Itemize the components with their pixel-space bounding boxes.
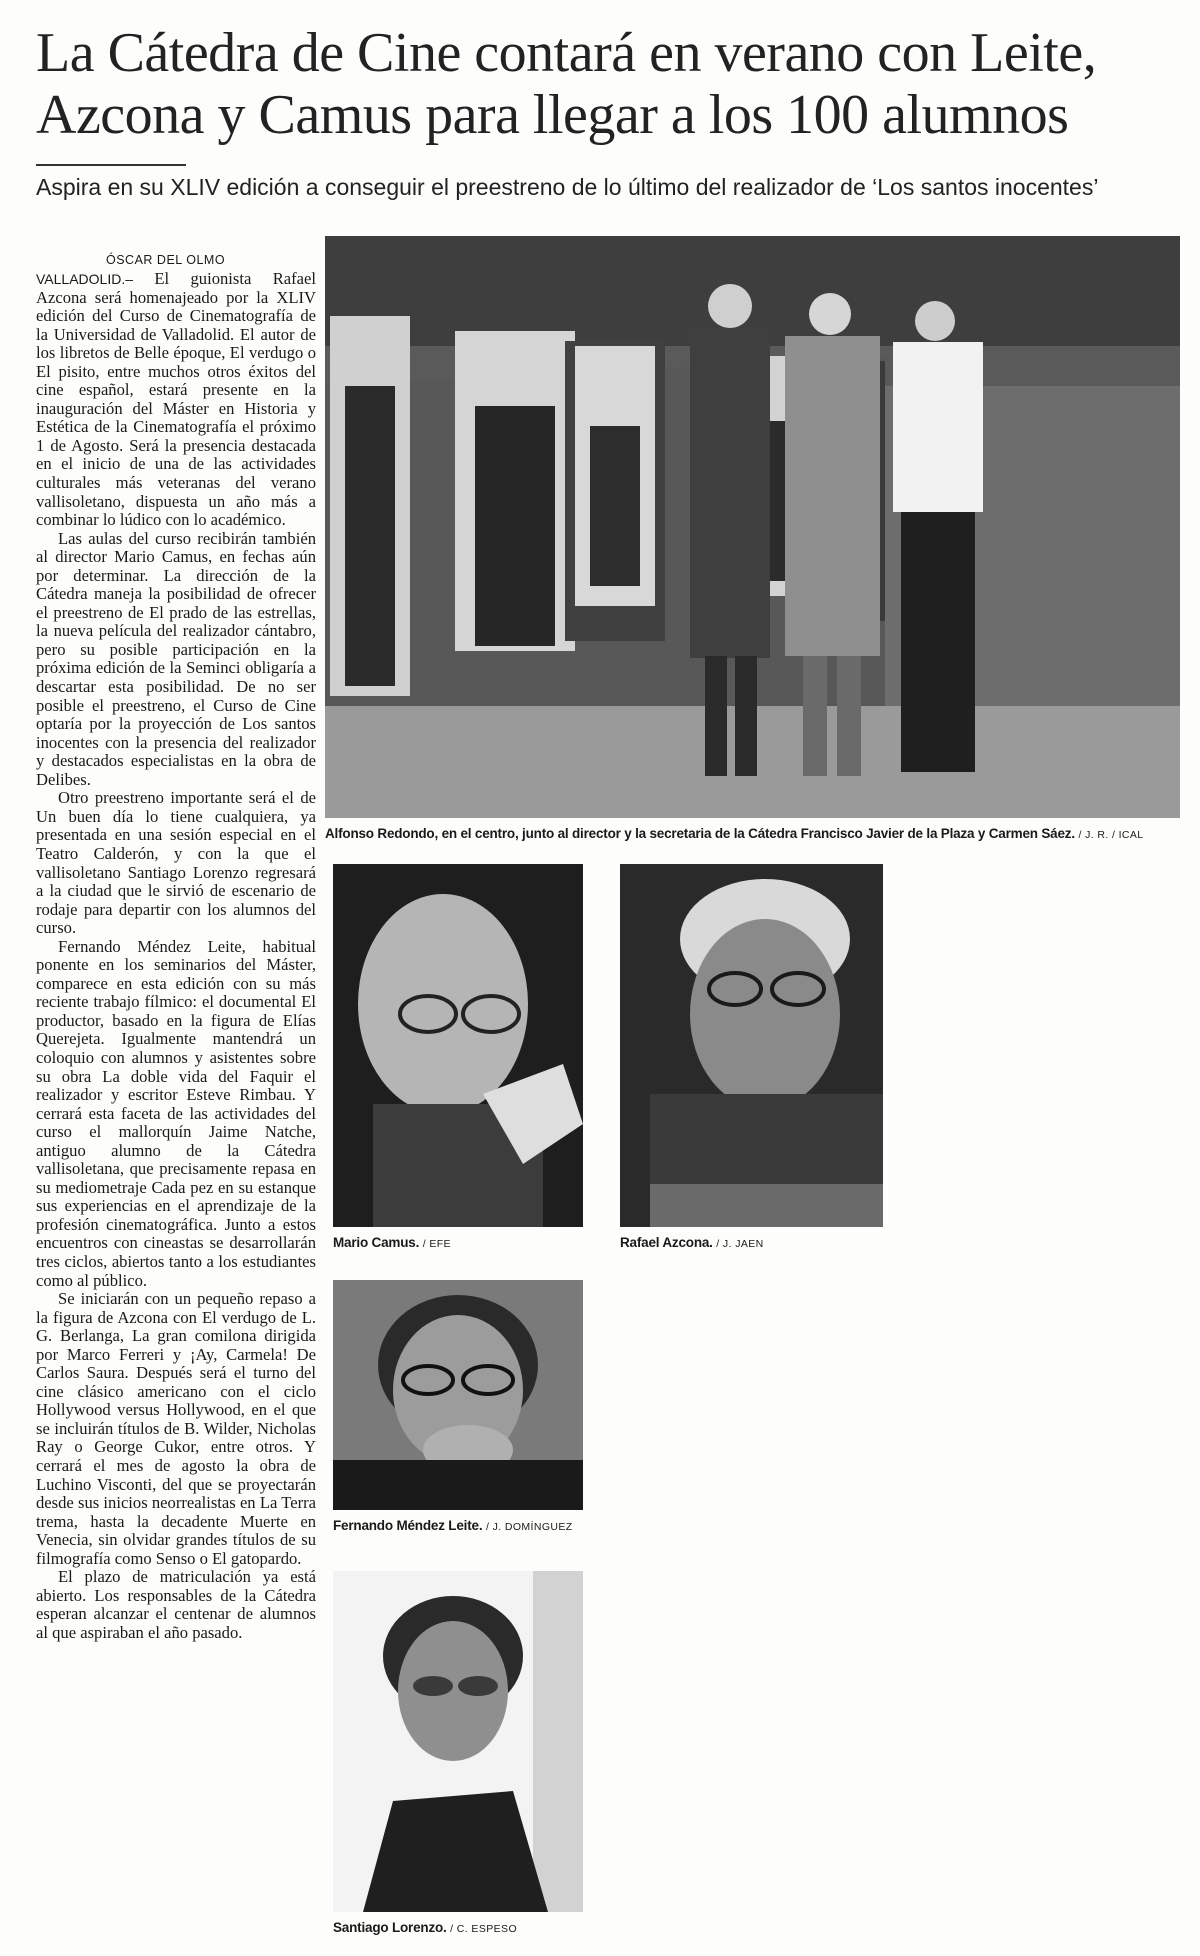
photo-credit: / J. DOMÍNGUEZ [485,1521,573,1533]
paragraph-text: El guionista Rafael Azcona será homenajeado por la XLIV edición del Curso de Cinematografía de la Universidad de Valladolid. El autor de los libretos de Belle époque, El verdugo o El pisito, entre muchos otros éxitos del cine español, estará presente en la inauguración del Máster en Historia y Estética de la Cinematografía el próximo 1 de Agosto. Será la presencia destacada en el inicio de una de las actividades culturales más veteranas del verano vallisoletano, dispuesta un año más a combinar lo lúdico con lo académico. [36,269,317,530]
lorenzo-photo-figure [333,1571,583,1937]
azcona-portrait [620,864,883,1227]
caption-text: Alfonso Redondo, en el centro, junto al director y la secretaria de la Cátedra Francisco Javier de la Plaza y Carmen Sáez. [325,826,1075,841]
article-paragraph: Fernando Méndez Leite, habitual ponente en los seminarios del Máster, comparece en esta edición con su más reciente trabajo fílmico: el documental El productor, basado en la figura de Elías Querejeta. Igualmente mantendrá un coloquio con alumnos y asistentes sobre su obra La doble vida del Faquir el realizador y escritor Esteve Rimbau. Y cerrará esta faceta de las actividades del curso el mallorquín Jaime Natche, antiguo alumno de la Cátedra vallisoletana, que precisamente repasa en su mediometraje Cada pez en su estanque sus experiencias en el aprendizaje de la profesión cinematográfica. Junto a estos encuentros con cineastas se desarrollarán tres ciclos, abiertos tanto a los estudiantes como al público. [36,936,316,1290]
article-body [36,270,316,1642]
article-paragraph: Se iniciarán con un pequeño repaso a la figura de Azcona con El verdugo de L. G. Berlanga, La gran comilona dirigida por Marco Ferreri y ¡Ay, Carmela! De Carlos Saura. Después será el turno del cine clásico americano con el ciclo Hollywood versus Hollywood, en el que se incluirán títulos de B. Wilder, Nicholas Ray o George Cukor, entre otros. Y cerrará el mes de agosto la obra de Luchino Visconti, del que se proyectarán desde sus inicios neorrealistas en La Terra trema, hasta la decadente Muerte en Venecia, sin olvidar grandes títulos de su filmografía como Senso o El gatopardo. [36,1289,316,1568]
caption-text: Fernando Méndez Leite. [333,1518,483,1533]
article-paragraph [36,270,316,530]
article-paragraph: Las aulas del curso recibirán también al director Mario Camus, en fechas aún por determinar. La dirección de la Cátedra maneja la posibilidad de ofrecer el preestreno de El prado de las estrellas, la nueva película del realizador cántabro, pero su posible participación en la próxima edición de la Seminci obligaría a descartar esta posibilidad. De no ser posible el preestreno, el Curso de Cine optaría por la proyección de Los santos inocentes con la presencia del realizador y destacados especialistas en la obra de Delibes. [36,528,316,789]
main-photo-figure [325,236,1180,843]
main-photo-image [325,236,1180,818]
azcona-caption [620,1235,883,1252]
photo-credit: / J. JAEN [716,1238,764,1250]
dateline: VALLADOLID.– [36,271,134,287]
azcona-photo-figure [620,864,883,1252]
headline [36,22,1176,146]
subtitle: Aspira en su XLIV edición a conseguir el preestreno de lo último del realizador de ‘Los santos inocentes’ [36,174,1099,200]
camus-portrait [333,864,583,1227]
camus-caption [333,1235,583,1252]
leite-portrait [333,1280,583,1510]
lorenzo-caption [333,1920,583,1937]
lorenzo-photo [333,1571,583,1912]
leite-photo-figure [333,1280,583,1535]
camus-photo-figure [333,864,583,1252]
photo-credit: / C. ESPESO [450,1923,518,1935]
caption-text: Santiago Lorenzo. [333,1920,447,1935]
leite-photo [333,1280,583,1510]
byline: ÓSCAR DEL OLMO [106,253,226,267]
lorenzo-portrait [333,1571,583,1912]
caption-text: Rafael Azcona. [620,1235,713,1250]
article-paragraph: El plazo de matriculación ya está abierto. Los responsables de la Cátedra esperan alcanzar el centenar de alumnos al que aspiraban el año pasado. [36,1567,316,1642]
headline-line-1: La Cátedra de Cine contará en verano con Leite, [36,22,1097,84]
azcona-photo [620,864,883,1227]
photo-credit: / EFE [422,1238,451,1250]
leite-caption [333,1518,583,1535]
caption-text: Mario Camus. [333,1235,420,1250]
main-photo-caption [325,826,1180,843]
article-paragraph: Otro preestreno importante será el de Un buen día lo tiene cualquiera, ya presentada en una sesión especial en el Teatro Calderón, y con la que el vallisoletano Santiago Lorenzo regresará a la ciudad que le sirvió de escenario de rodaje para departir con los alumnos del curso. [36,788,316,938]
camus-photo [333,864,583,1227]
photo-credit: / J. R. / ICAL [1078,829,1144,841]
headline-line-2: Azcona y Camus para llegar a los 100 alumnos [36,84,1069,146]
headline-rule [36,164,186,166]
main-photo [325,236,1180,818]
